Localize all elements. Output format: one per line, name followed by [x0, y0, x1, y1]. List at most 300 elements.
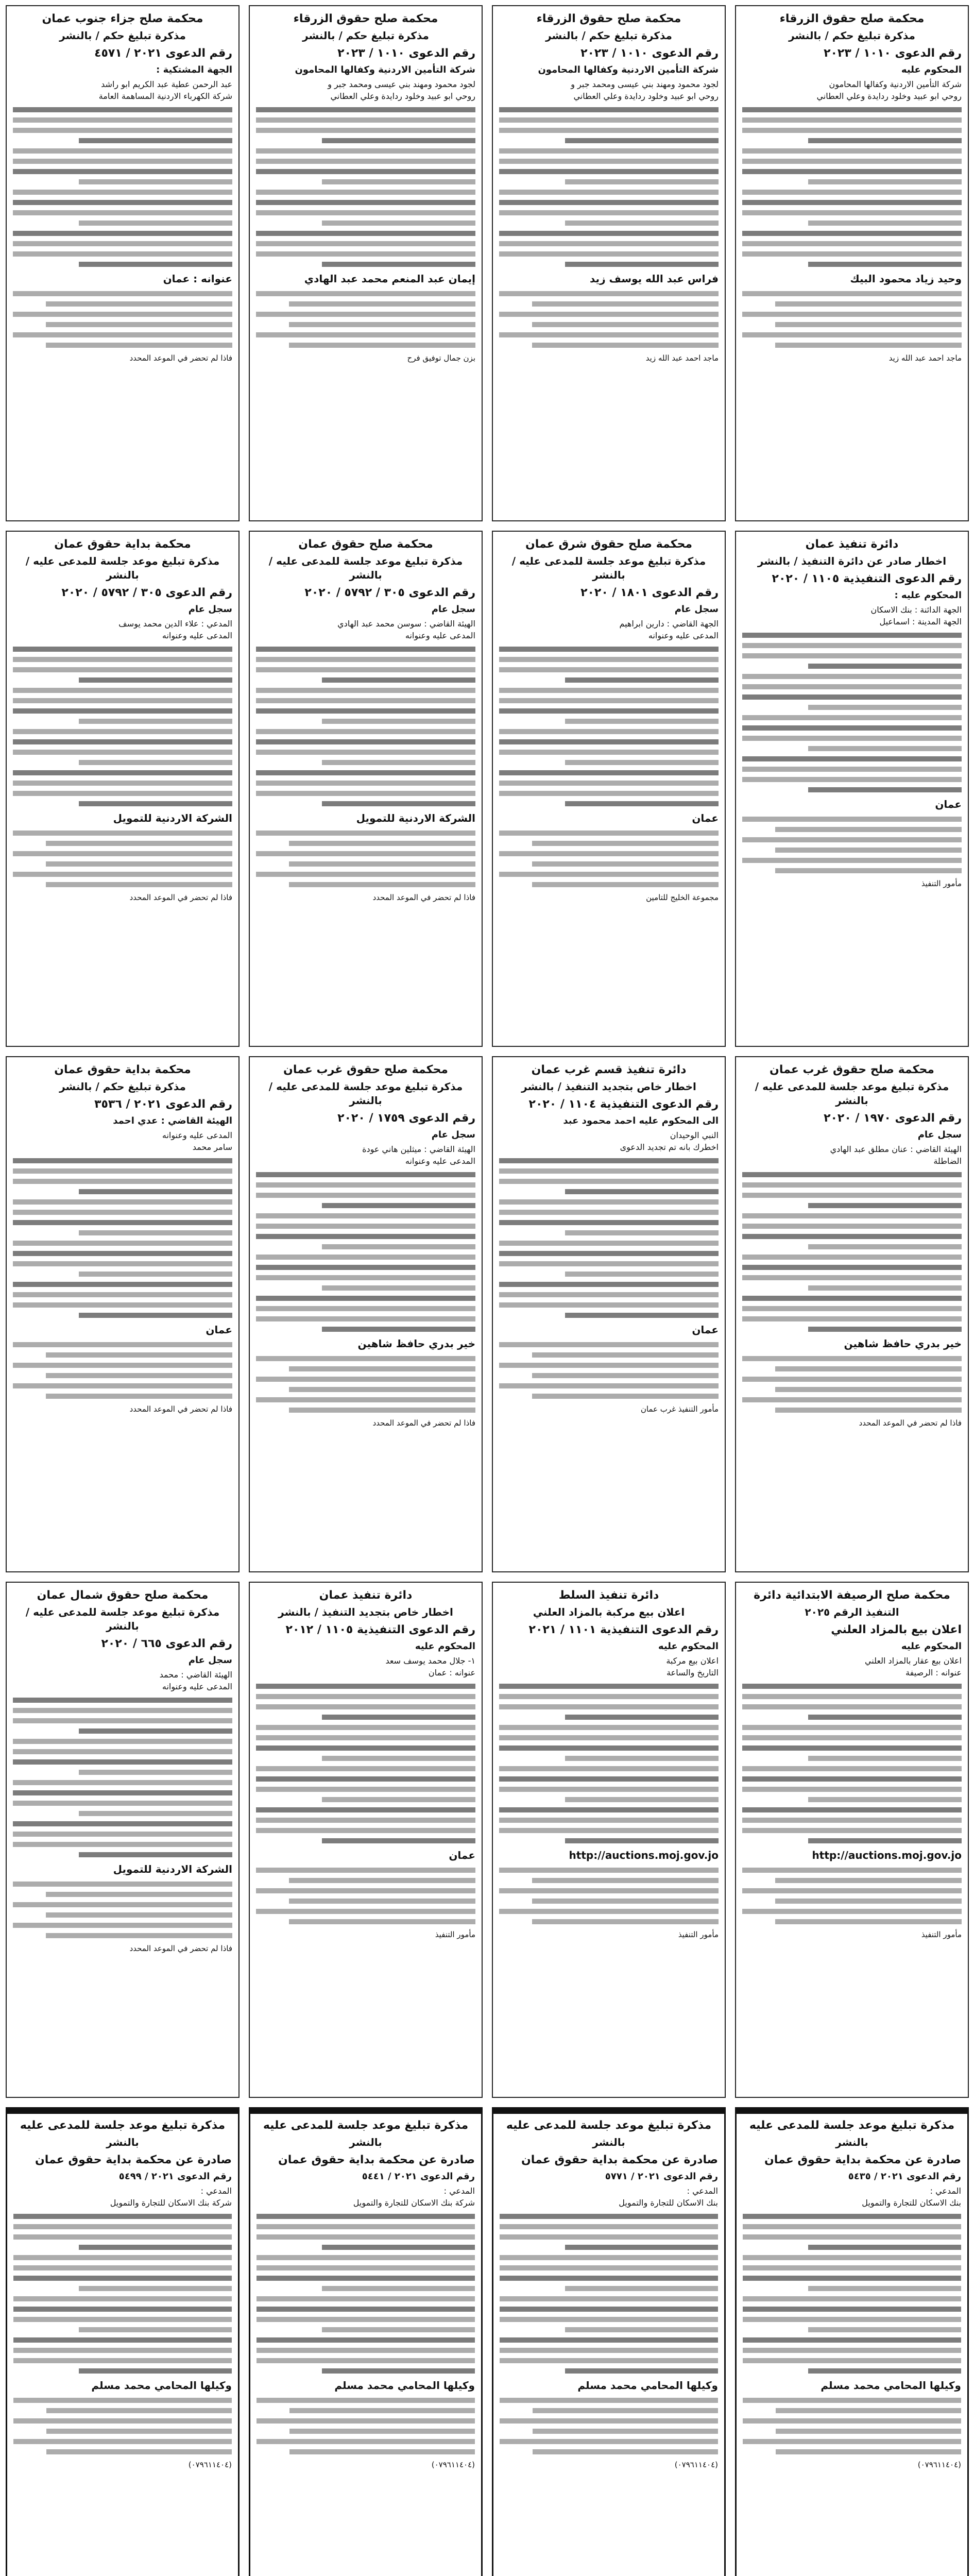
body-text-placeholder — [808, 1838, 962, 1843]
case-number: صادرة عن محكمة بداية حقوق عمان — [521, 2153, 718, 2166]
body-text-placeholder — [742, 1265, 962, 1270]
body-text-placeholder — [499, 128, 719, 133]
notice-type: التنفيذ الرقم ٢٠٢٥ — [805, 1605, 899, 1618]
body-text-placeholder — [742, 1397, 962, 1402]
body-text-placeholder — [46, 1352, 232, 1358]
body-text-placeholder — [256, 1296, 475, 1301]
body-text-placeholder — [256, 1356, 475, 1361]
body-text-placeholder — [13, 750, 232, 755]
body-text-placeholder — [13, 708, 232, 714]
body-text-placeholder — [499, 739, 719, 744]
notice-type: بالنشر — [592, 2136, 625, 2148]
legal-notice — [6, 1582, 240, 2098]
body-text-placeholder — [565, 1189, 719, 1194]
body-text-placeholder — [79, 2286, 232, 2291]
party-name: http://auctions.moj.gov.jo — [569, 1849, 719, 1861]
body-text-placeholder — [256, 1316, 475, 1321]
court-name: محكمة صلح حقوق عمان — [298, 538, 433, 551]
notice-footer: (٠٧٩٦١١٤٠٤) — [431, 2460, 475, 2469]
party-name: فراس عبد الله يوسف زيد — [590, 272, 719, 285]
body-text-placeholder — [13, 2296, 232, 2301]
body-text-placeholder — [13, 698, 232, 703]
body-text-placeholder — [565, 179, 719, 184]
body-text-placeholder — [532, 301, 719, 307]
body-text-placeholder — [13, 2398, 232, 2403]
body-text-placeholder — [742, 1766, 962, 1771]
body-text-placeholder — [565, 1230, 719, 1235]
legal-notice — [735, 2107, 969, 2576]
body-text-placeholder — [532, 1373, 719, 1378]
body-text-placeholder — [500, 2296, 718, 2301]
court-name: محكمة بداية حقوق عمان — [54, 1063, 191, 1076]
notice-type: اعلان بيع مركبة بالمزاد العلني — [533, 1605, 685, 1618]
case-number: رقم الدعوى ١٨٠١ / ٢٠٢٠ — [580, 586, 719, 599]
body-text-placeholder — [742, 1255, 962, 1260]
body-text-placeholder — [499, 1199, 719, 1205]
body-text-placeholder — [256, 1787, 475, 1792]
body-text-placeholder — [322, 1838, 475, 1843]
body-text-placeholder — [322, 2368, 475, 2374]
notice-footer: فاذا لم تحضر في الموعد المحدد — [129, 1404, 232, 1414]
court-name: محكمة صلح جزاء جنوب عمان — [42, 12, 203, 25]
body-text-placeholder — [257, 2358, 475, 2363]
body-text-placeholder — [46, 343, 232, 348]
body-text-placeholder — [256, 1213, 475, 1218]
body-text-placeholder — [500, 2317, 718, 2322]
body-text-placeholder — [499, 1909, 719, 1914]
legal-notice — [735, 1056, 969, 1572]
body-text-placeholder — [13, 1882, 232, 1887]
body-text-placeholder — [13, 2358, 232, 2363]
party-name: http://auctions.moj.gov.jo — [812, 1849, 962, 1861]
party-name: عمان — [692, 811, 719, 824]
body-text-placeholder — [500, 2224, 718, 2229]
party-name: الشركة الاردنية للتمويل — [356, 811, 475, 824]
party-name: عمان — [206, 1323, 232, 1336]
body-text-placeholder — [13, 1718, 232, 1723]
court-name: محكمة صلح الرصيفة الابتدائية دائرة — [754, 1589, 950, 1602]
body-text-placeholder — [322, 262, 475, 267]
body-text-placeholder — [742, 1787, 962, 1792]
body-text-placeholder — [13, 107, 232, 112]
body-text-placeholder — [13, 1832, 232, 1837]
body-text-placeholder — [499, 1694, 719, 1699]
body-text-placeholder — [46, 2429, 232, 2434]
notice-type: بالنشر — [106, 2136, 139, 2148]
notice-line: سجل عام — [188, 1655, 232, 1666]
legal-notice — [6, 2107, 240, 2576]
notice-footer: فاذا لم تحضر في الموعد المحدد — [129, 1943, 232, 1953]
body-text-placeholder — [322, 138, 475, 143]
body-text-placeholder — [742, 817, 962, 822]
body-text-placeholder — [499, 1241, 719, 1246]
body-text-placeholder — [13, 1210, 232, 1215]
body-text-placeholder — [532, 1352, 719, 1358]
body-text-placeholder — [742, 1193, 962, 1198]
body-text-placeholder — [742, 777, 962, 782]
body-text-placeholder — [256, 750, 475, 755]
body-text-placeholder — [13, 2224, 232, 2229]
body-text-placeholder — [289, 2429, 475, 2434]
body-text-placeholder — [13, 2255, 232, 2260]
notice-top-bar — [737, 2109, 967, 2114]
notice-type: مذكرة تبليغ موعد جلسة للمدعى عليه / بالنشر — [25, 554, 220, 581]
body-text-placeholder — [565, 801, 719, 806]
notice-line: الجهة القاضي : دارين ابراهيم — [619, 618, 719, 629]
body-text-placeholder — [322, 1715, 475, 1720]
body-text-placeholder — [499, 1787, 719, 1792]
party-name: الشركة الاردنية للتمويل — [113, 1862, 232, 1875]
body-text-placeholder — [13, 1241, 232, 1246]
party-name: الشركة الاردنية للتمويل — [113, 811, 232, 824]
body-text-placeholder — [79, 801, 232, 806]
court-name: محكمة صلح حقوق الزرقاء — [779, 12, 925, 25]
case-number: رقم الدعوى ١٠١٠ / ٢٠٢٣ — [337, 46, 475, 60]
body-text-placeholder — [565, 2327, 718, 2332]
body-text-placeholder — [79, 1770, 232, 1775]
body-text-placeholder — [743, 2296, 961, 2301]
body-text-placeholder — [742, 291, 962, 296]
legal-notice — [492, 2107, 726, 2576]
body-text-placeholder — [79, 1272, 232, 1277]
body-text-placeholder — [565, 2368, 718, 2374]
body-text-placeholder — [742, 715, 962, 720]
body-text-placeholder — [742, 633, 962, 638]
body-text-placeholder — [256, 1377, 475, 1382]
body-text-placeholder — [256, 698, 475, 703]
notice-line: بنك الاسكان للتجارة والتمويل — [862, 2198, 961, 2208]
body-text-placeholder — [256, 312, 475, 317]
notice-line: سامر محمد — [192, 1142, 232, 1153]
body-text-placeholder — [743, 2265, 961, 2270]
body-text-placeholder — [13, 1821, 232, 1826]
body-text-placeholder — [499, 1888, 719, 1893]
body-text-placeholder — [46, 861, 232, 867]
body-text-placeholder — [257, 2234, 475, 2240]
body-text-placeholder — [565, 262, 719, 267]
body-text-placeholder — [742, 1182, 962, 1188]
body-text-placeholder — [742, 837, 962, 842]
notice-line: روحي ابو عبيد وخلود ردايدة وعلي العطاني — [330, 91, 475, 101]
notice-line: شركة الكهرباء الاردنية المساهمة العامة — [98, 91, 232, 101]
body-text-placeholder — [499, 1363, 719, 1368]
body-text-placeholder — [775, 1366, 962, 1371]
body-text-placeholder — [256, 1909, 475, 1914]
party-name: خير بدري حافظ شاهين — [844, 1337, 962, 1350]
body-text-placeholder — [289, 2408, 475, 2413]
body-text-placeholder — [13, 1158, 232, 1163]
body-text-placeholder — [565, 1797, 719, 1802]
body-text-placeholder — [742, 1224, 962, 1229]
body-text-placeholder — [775, 1408, 962, 1413]
body-text-placeholder — [256, 231, 475, 236]
body-text-placeholder — [13, 2265, 232, 2270]
case-number: رقم الدعوى ١٧٥٩ / ٢٠٢٠ — [337, 1111, 475, 1125]
body-text-placeholder — [256, 1694, 475, 1699]
body-text-placeholder — [46, 2449, 232, 2454]
body-text-placeholder — [565, 677, 719, 683]
body-text-placeholder — [500, 2234, 718, 2240]
body-text-placeholder — [79, 677, 232, 683]
body-text-placeholder — [742, 643, 962, 648]
body-text-placeholder — [499, 1745, 719, 1751]
party-name: عمان — [692, 1323, 719, 1336]
body-text-placeholder — [742, 694, 962, 700]
body-text-placeholder — [13, 190, 232, 195]
notice-line: بنك الاسكان للتجارة والتمويل — [619, 2198, 718, 2208]
notice-line: رقم الدعوى ٢٠٢١ / ٥٧٧١ — [605, 2171, 718, 2182]
body-text-placeholder — [289, 1387, 475, 1392]
body-text-placeholder — [46, 2408, 232, 2413]
body-text-placeholder — [742, 159, 962, 164]
body-text-placeholder — [742, 1818, 962, 1823]
body-text-placeholder — [499, 190, 719, 195]
notice-type: مذكرة تبليغ حكم / بالنشر — [789, 29, 915, 42]
body-text-placeholder — [500, 2398, 718, 2403]
notice-line: لجود محمود ومهند بني عيسى ومحمد جبر و — [328, 79, 475, 89]
legal-notice — [6, 1056, 240, 1572]
body-text-placeholder — [742, 251, 962, 257]
body-text-placeholder — [775, 1899, 962, 1904]
notice-type: مذكرة تبليغ حكم / بالنشر — [302, 29, 429, 42]
body-text-placeholder — [13, 231, 232, 236]
body-text-placeholder — [46, 1373, 232, 1378]
body-text-placeholder — [256, 831, 475, 836]
body-text-placeholder — [499, 1292, 719, 1297]
body-text-placeholder — [533, 2449, 718, 2454]
legal-notice — [249, 1582, 483, 2098]
body-text-placeholder — [256, 200, 475, 205]
body-text-placeholder — [13, 1749, 232, 1754]
case-number: صادرة عن محكمة بداية حقوق عمان — [278, 2153, 475, 2166]
legal-notice — [249, 2107, 483, 2576]
body-text-placeholder — [742, 1296, 962, 1301]
body-text-placeholder — [808, 1203, 962, 1208]
party-name: عمان — [935, 798, 962, 810]
notice-top-bar — [7, 2109, 238, 2114]
body-text-placeholder — [13, 729, 232, 734]
body-text-placeholder — [499, 791, 719, 796]
body-text-placeholder — [256, 1182, 475, 1188]
legal-notice — [6, 5, 240, 521]
notice-footer: (٠٧٩٦١١٤٠٤) — [188, 2460, 232, 2469]
body-text-placeholder — [256, 1306, 475, 1311]
body-text-placeholder — [742, 725, 962, 731]
legal-notice — [492, 5, 726, 521]
body-text-placeholder — [256, 1766, 475, 1771]
notice-footer: مأمور التنفيذ — [921, 878, 962, 888]
body-text-placeholder — [742, 312, 962, 317]
notice-line: المحكوم عليه — [415, 1641, 475, 1652]
body-text-placeholder — [742, 756, 962, 761]
body-text-placeholder — [775, 322, 962, 327]
notice-line: سجل عام — [917, 1129, 962, 1141]
court-name: دائرة تنفيذ عمان — [805, 538, 899, 551]
body-text-placeholder — [256, 210, 475, 215]
body-text-placeholder — [13, 1383, 232, 1388]
body-text-placeholder — [743, 2418, 961, 2424]
notice-line: الجهة الدائنة : بنك الاسكان — [870, 604, 962, 615]
body-text-placeholder — [322, 1756, 475, 1761]
body-text-placeholder — [79, 1230, 232, 1235]
notice-footer: (٠٧٩٦١١٤٠٤) — [674, 2460, 718, 2469]
body-text-placeholder — [499, 729, 719, 734]
body-text-placeholder — [13, 1923, 232, 1928]
body-text-placeholder — [742, 1316, 962, 1321]
notice-line: المدعى عليه وعنوانه — [162, 1130, 232, 1140]
body-text-placeholder — [742, 332, 962, 337]
body-text-placeholder — [289, 1366, 475, 1371]
notice-line: الهيئة القاضي : عنان مطلق عبد الهادي — [830, 1144, 962, 1154]
body-text-placeholder — [742, 1172, 962, 1177]
notice-footer: مأمور التنفيذ — [435, 1929, 475, 1939]
notice-line: شركة التأمين الاردنية وكفالها المحامون — [295, 64, 475, 76]
court-name: محكمة بداية حقوق عمان — [54, 538, 191, 551]
body-text-placeholder — [742, 1356, 962, 1361]
body-text-placeholder — [499, 1158, 719, 1163]
body-text-placeholder — [499, 1282, 719, 1287]
body-text-placeholder — [256, 872, 475, 877]
party-name: خير بدري حافظ شاهين — [357, 1337, 475, 1350]
legal-notice — [249, 531, 483, 1047]
body-text-placeholder — [532, 343, 719, 348]
notice-line: المدعي : — [687, 2185, 718, 2196]
body-text-placeholder — [775, 1387, 962, 1392]
body-text-placeholder — [499, 241, 719, 246]
body-text-placeholder — [742, 148, 962, 154]
body-text-placeholder — [742, 653, 962, 658]
notice-footer: مأمور التنفيذ غرب عمان — [640, 1404, 719, 1414]
case-number: رقم الدعوى ٢٠٢١ / ٣٥٣٦ — [94, 1097, 232, 1111]
body-text-placeholder — [499, 159, 719, 164]
body-text-placeholder — [742, 241, 962, 246]
body-text-placeholder — [500, 2276, 718, 2281]
body-text-placeholder — [742, 1275, 962, 1280]
body-text-placeholder — [808, 2245, 961, 2250]
notice-top-bar — [493, 2109, 724, 2114]
body-text-placeholder — [13, 169, 232, 174]
body-text-placeholder — [256, 647, 475, 652]
body-text-placeholder — [742, 1725, 962, 1730]
case-number: رقم الدعوى ١٠١٠ / ٢٠٢٣ — [580, 46, 719, 60]
notice-line: المحكوم عليه — [901, 1641, 962, 1652]
body-text-placeholder — [256, 107, 475, 112]
body-text-placeholder — [499, 107, 719, 112]
court-name: مذكرة تبليغ موعد جلسة للمدعى عليه — [263, 2119, 469, 2132]
body-text-placeholder — [499, 1251, 719, 1256]
body-text-placeholder — [532, 1919, 719, 1924]
case-number: رقم الدعوى ١٩٧٠ / ٢٠٢٠ — [824, 1111, 962, 1125]
notice-footer: مأمور التنفيذ — [678, 1929, 719, 1939]
body-text-placeholder — [13, 241, 232, 246]
body-text-placeholder — [500, 2307, 718, 2312]
notice-line: المحكوم عليه : — [894, 590, 962, 601]
body-text-placeholder — [79, 2327, 232, 2332]
body-text-placeholder — [13, 148, 232, 154]
body-text-placeholder — [776, 2429, 961, 2434]
body-text-placeholder — [46, 1892, 232, 1897]
notice-line: الضاطلة — [933, 1156, 962, 1166]
body-text-placeholder — [743, 2255, 961, 2260]
body-text-placeholder — [742, 1828, 962, 1833]
body-text-placeholder — [289, 322, 475, 327]
body-text-placeholder — [499, 698, 719, 703]
body-text-placeholder — [742, 1868, 962, 1873]
body-text-placeholder — [743, 2307, 961, 2312]
body-text-placeholder — [499, 1818, 719, 1823]
case-number: رقم الدعوى ٣٠٥ / ٥٧٩٢ / ٢٠٢٠ — [304, 586, 475, 599]
body-text-placeholder — [743, 2398, 961, 2403]
body-text-placeholder — [742, 674, 962, 679]
body-text-placeholder — [256, 1265, 475, 1270]
body-text-placeholder — [289, 1408, 475, 1413]
body-text-placeholder — [289, 301, 475, 307]
body-text-placeholder — [256, 169, 475, 174]
case-number: رقم الدعوى ١٠١٠ / ٢٠٢٣ — [824, 46, 962, 60]
party-name: وكيلها المحامي محمد مسلم — [91, 2379, 232, 2392]
body-text-placeholder — [775, 848, 962, 853]
body-text-placeholder — [256, 159, 475, 164]
notice-line: شركة بنك الاسكان للتجارة والتمويل — [110, 2198, 232, 2208]
party-name: وحيد زياد محمود البيك — [850, 272, 962, 285]
notice-line: المدعى عليه وعنوانه — [405, 1156, 475, 1166]
body-text-placeholder — [775, 827, 962, 832]
case-number: اعلان بيع بالمزاد العلني — [831, 1623, 962, 1636]
notice-footer: فاذا لم تحضر في الموعد المحدد — [129, 353, 232, 363]
body-text-placeholder — [742, 117, 962, 123]
body-text-placeholder — [499, 231, 719, 236]
body-text-placeholder — [808, 1327, 962, 1332]
body-text-placeholder — [500, 2348, 718, 2353]
body-text-placeholder — [46, 301, 232, 307]
body-text-placeholder — [13, 1292, 232, 1297]
notice-line: المدعى عليه وعنوانه — [162, 631, 232, 641]
body-text-placeholder — [808, 1244, 962, 1249]
body-text-placeholder — [256, 251, 475, 257]
body-text-placeholder — [743, 2214, 961, 2219]
body-text-placeholder — [743, 2224, 961, 2229]
body-text-placeholder — [499, 1168, 719, 1174]
notice-line: سجل عام — [431, 1129, 475, 1141]
body-text-placeholder — [79, 1728, 232, 1734]
notice-type: مذكرة تبليغ موعد جلسة للمدعى عليه / بالنشر — [755, 1080, 949, 1107]
body-text-placeholder — [256, 1704, 475, 1709]
body-text-placeholder — [500, 2418, 718, 2424]
legal-notice — [735, 1582, 969, 2098]
body-text-placeholder — [13, 2317, 232, 2322]
legal-notice — [735, 5, 969, 521]
notice-line: المدعي : — [200, 2185, 232, 2196]
body-text-placeholder — [13, 1708, 232, 1713]
body-text-placeholder — [13, 1342, 232, 1347]
notice-footer: ماجد احمد عبد الله زيد — [888, 353, 962, 363]
body-text-placeholder — [742, 1735, 962, 1740]
body-text-placeholder — [742, 210, 962, 215]
notice-line: رقم الدعوى ٢٠٢١ / ٥٤٩٩ — [118, 2171, 232, 2182]
body-text-placeholder — [46, 841, 232, 846]
body-text-placeholder — [533, 2408, 718, 2413]
body-text-placeholder — [13, 770, 232, 775]
body-text-placeholder — [13, 872, 232, 877]
body-text-placeholder — [500, 2265, 718, 2270]
body-text-placeholder — [322, 221, 475, 226]
body-text-placeholder — [13, 2234, 232, 2240]
body-text-placeholder — [565, 719, 719, 724]
body-text-placeholder — [532, 1899, 719, 1904]
body-text-placeholder — [256, 791, 475, 796]
party-name: إيمان عبد المنعم محمد عبد الهادي — [304, 272, 475, 285]
body-text-placeholder — [499, 251, 719, 257]
